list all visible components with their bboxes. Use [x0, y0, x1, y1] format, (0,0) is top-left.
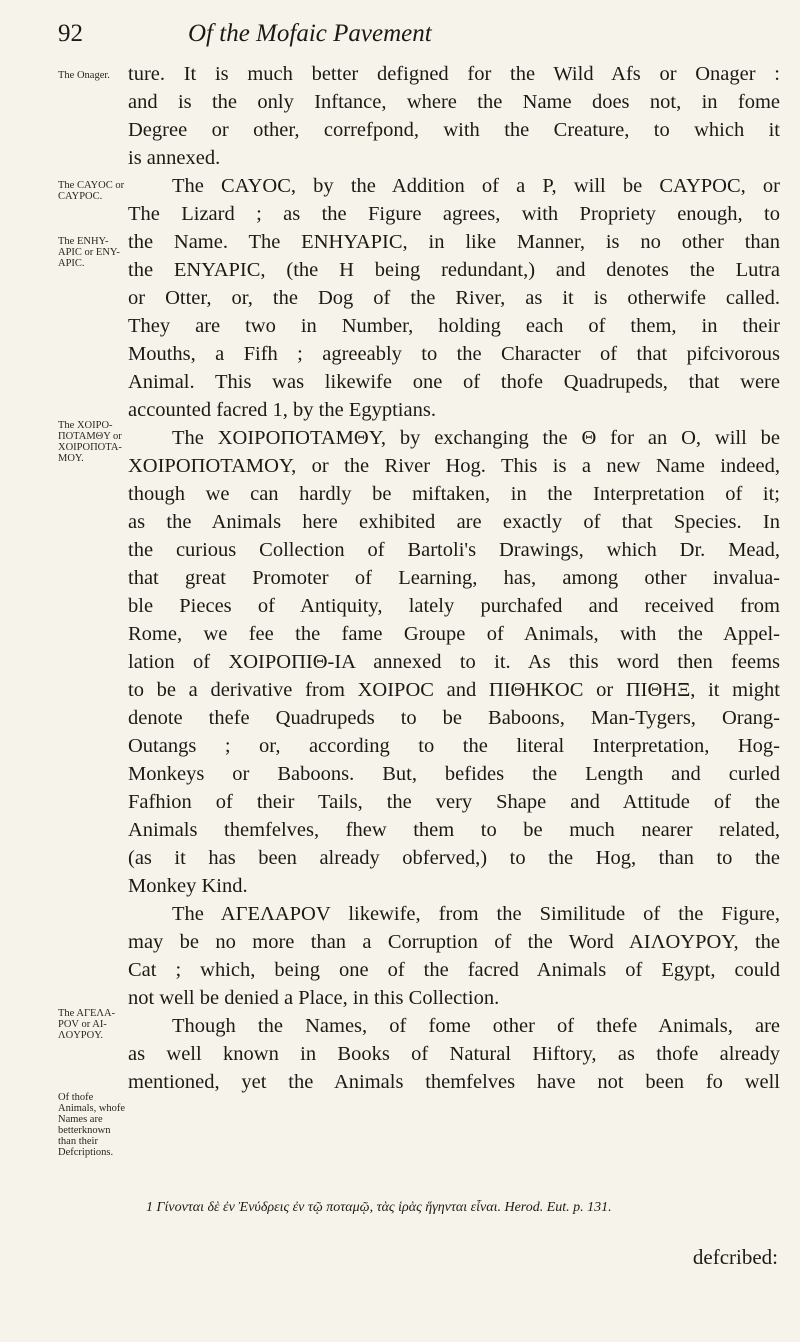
text-line: Animal. This was likewife one of thofe Quadrupeds, that were: [128, 371, 780, 393]
text-line: as well known in Books of Natural Hiftory, as thofe already: [128, 1043, 780, 1065]
text-line: Monkey Kind.: [128, 875, 248, 897]
text-line: (as it has been already obferved,) to the Hog, than to the: [128, 847, 780, 869]
text-line: Mouths, a Fifh ; agreeably to the Character of that pifcivorous: [128, 343, 780, 365]
text-line: as the Animals here exhibited are exactly of that Species. In: [128, 511, 780, 533]
text-line: Rome, we fee the fame Groupe of Animals, with the Appel-: [128, 623, 780, 645]
text-line: The CAYOC, by the Addition of a P, will be CAYPOC, or: [172, 175, 780, 197]
text-line: not well be denied a Place, in this Collection.: [128, 987, 500, 1009]
text-line: The XOIPOΠOTAMΘY, by exchanging the Θ for an O, will be: [172, 427, 780, 449]
catchword: defcribed:: [692, 1245, 778, 1269]
margin-note-xoiropotamou: The XOIPO-ΠOTAMΘY or XOIPOΠOTA-MOY.: [58, 420, 122, 464]
text-line: the ENYAPIC, (the H being redundant,) and denotes the Lutra: [128, 259, 780, 281]
body-text: [128, 60, 780, 1096]
text-line: Monkeys or Baboons. But, befides the Length and curled: [128, 763, 780, 785]
text-line: Outangs ; or, according to the literal Interpretation, Hog-: [128, 735, 780, 757]
text-line: lation of XOIPOΠIΘ-IA annexed to it. As this word then feems: [128, 651, 780, 673]
margin-note-other-animals: Of thofe Animals, whofe Names are betterknown than their Defcriptions.: [58, 1092, 126, 1158]
text-line: They are two in Number, holding each of them, in their: [128, 315, 780, 337]
text-line: The Lizard ; as the Figure agrees, with Propriety enough, to: [128, 203, 780, 225]
text-line: may be no more than a Corruption of the Word AIΛOYPOY, the: [128, 931, 780, 953]
text-line: Though the Names, of fome other of thefe Animals, are: [172, 1015, 780, 1037]
page-number: 92: [58, 20, 83, 47]
text-line: the curious Collection of Bartoli's Drawings, which Dr. Mead,: [128, 539, 780, 561]
page-header: [58, 20, 778, 60]
running-title: Of the Mofaic Pavement: [188, 20, 432, 47]
text-line: XOIPOΠOTAMOY, or the River Hog. This is a new Name indeed,: [128, 455, 780, 477]
text-line: The AΓEΛAPOV likewife, from the Similitude of the Figure,: [172, 903, 780, 925]
text-line: is annexed.: [128, 147, 221, 169]
margin-note-cayoc: The CAYOC or CAYPOC.: [58, 180, 125, 202]
margin-note-enhyapic: The ENHY-APIC or ENY-APIC.: [58, 236, 120, 269]
text-line: accounted facred 1, by the Egyptians.: [128, 399, 436, 421]
text-line: though we can hardly be miftaken, in the Interpretation of it;: [128, 483, 780, 505]
margin-note-agelaropou: The AΓEΛA-POV or AI-ΛOYPOY.: [58, 1008, 116, 1041]
text-line: to be a derivative from XOIPOC and ΠIΘHKOC or ΠIΘHΞ, it might: [128, 679, 780, 701]
text-line: Fafhion of their Tails, the very Shape and Attitude of the: [128, 791, 780, 813]
text-line: Cat ; which, being one of the facred Animals of Egypt, could: [128, 959, 780, 981]
text-line: ture. It is much better defigned for the Wild Afs or Onager :: [128, 63, 780, 85]
text-line: denote thefe Quadrupeds to be Baboons, Man-Tygers, Orang-: [128, 707, 780, 729]
text-line: Degree or other, correfpond, with the Creature, to which it: [128, 119, 780, 141]
text-line: and is the only Inftance, where the Name does not, in fome: [128, 91, 780, 113]
footnote: 1 Γίνονται δὲ ἐν Ἐνύδρεις ἐν τῷ ποταμῷ, τὰς ἱρὰς ἥγηνται εἶναι. Herod. Eut. p. 131.: [146, 1200, 612, 1215]
text-line: mentioned, yet the Animals themfelves have not been fo well: [128, 1071, 780, 1093]
text-line: ble Pieces of Antiquity, lately purchafed and received from: [128, 595, 780, 617]
text-line: Animals themfelves, fhew them to be much nearer related,: [128, 819, 780, 841]
margin-note-onager: The Onager.: [58, 70, 110, 81]
text-line: or Otter, or, the Dog of the River, as it is otherwife called.: [128, 287, 780, 309]
text-line: the Name. The ENHYAPIC, in like Manner, is no other than: [128, 231, 780, 253]
text-line: that great Promoter of Learning, has, among other invalua-: [128, 567, 780, 589]
